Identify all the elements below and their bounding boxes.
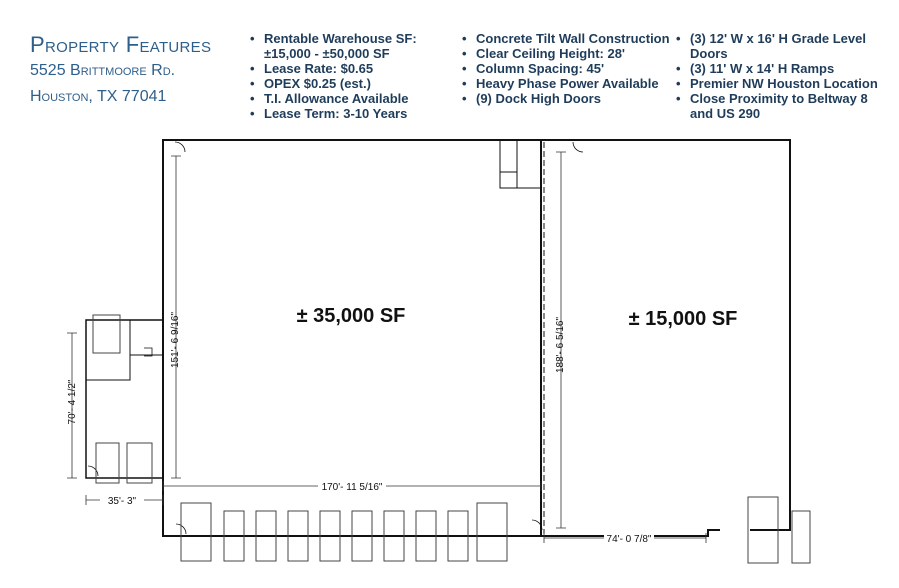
feature-item: • OPEX $0.25 (est.) — [250, 76, 445, 91]
office-annex-wall — [86, 320, 163, 478]
door-swing — [175, 142, 185, 152]
suite-a-wall — [163, 140, 541, 536]
dim-office-depth: 70'- 4 1/2" — [67, 379, 78, 425]
page-title: Property Features — [30, 32, 212, 57]
feature-item: • Rentable Warehouse SF: ±15,000 - ±50,000 SF — [250, 31, 445, 61]
suite-a-area: ± 35,000 SF — [296, 305, 406, 327]
feature-item: • (3) 11' W x 14' H Ramps — [676, 61, 881, 76]
feature-item: • (9) Dock High Doors — [462, 91, 677, 106]
suite-b-wall — [541, 140, 790, 536]
dim-suite-b-width: 74'- 0 7/8" — [606, 534, 652, 545]
dim-suite-b-depth: 188'- 6 5/16" — [555, 316, 566, 374]
feature-item: • Lease Rate: $0.65 — [250, 61, 445, 76]
dim-office-width: 35'- 3" — [107, 496, 137, 507]
feature-item: • Lease Term: 3-10 Years — [250, 106, 445, 121]
feature-item: • Premier NW Houston Location — [676, 76, 881, 91]
door-swing — [573, 142, 583, 152]
restroom-block — [500, 140, 541, 188]
dock-door — [477, 503, 507, 561]
feature-item: • Close Proximity to Beltway 8 and US 290 — [676, 91, 881, 121]
office-door — [96, 443, 119, 483]
suite-b-area: ± 15,000 SF — [628, 308, 738, 330]
feature-item: • T.I. Allowance Available — [250, 91, 445, 106]
feature-item: • Column Spacing: 45' — [462, 61, 677, 76]
dim-suite-a-width: 170'- 11 5/16" — [321, 482, 383, 493]
feature-item: • Concrete Tilt Wall Construction — [462, 31, 677, 46]
address-street: 5525 Brittmoore Rd. — [30, 62, 176, 79]
dim-suite-a-depth: 151'- 6 9/16" — [170, 311, 181, 369]
dock-door — [792, 511, 810, 563]
address-city: Houston, TX 77041 — [30, 88, 167, 105]
feature-item: • (3) 12' W x 16' H Grade Level Doors — [676, 31, 881, 61]
office-partition — [86, 320, 163, 380]
feature-item: • Heavy Phase Power Available — [462, 76, 677, 91]
feature-item: • Clear Ceiling Height: 28' — [462, 46, 677, 61]
office-door — [127, 443, 152, 483]
